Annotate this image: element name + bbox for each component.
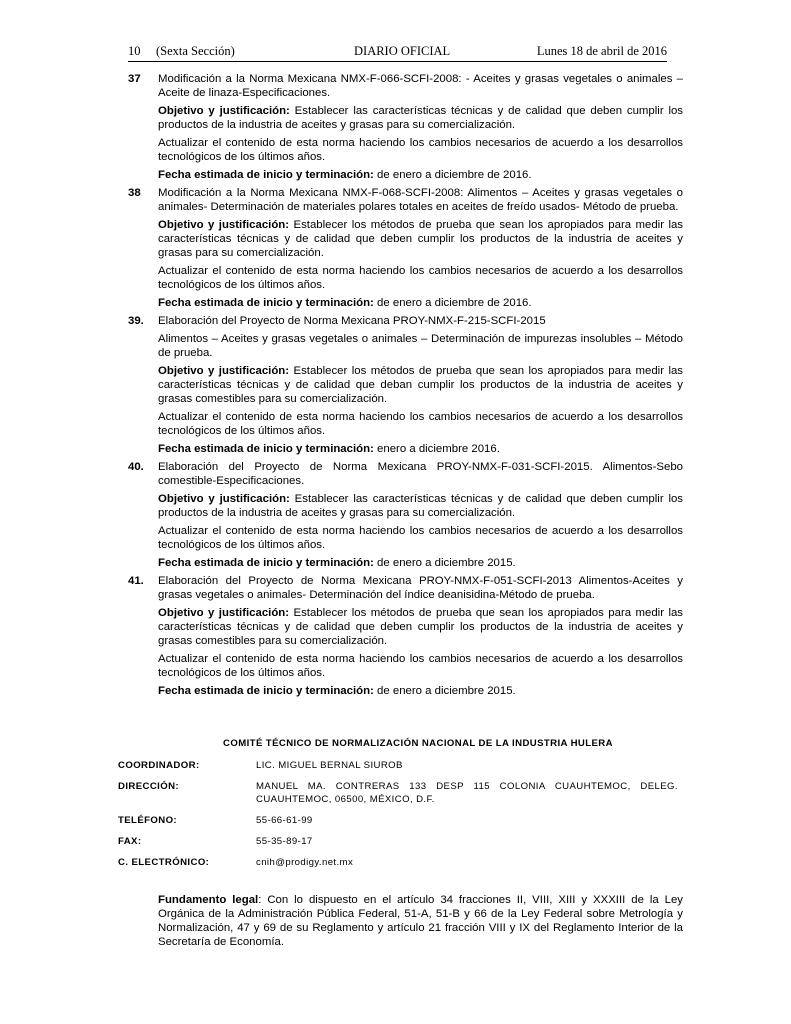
date-text: de enero a diciembre de 2016. [373, 169, 532, 181]
committee-row-fax [118, 835, 678, 848]
address-value: MANUEL MA. CONTRERAS 133 DESP 115 COLONIA CUAUHTEMOC, DELEG. CUAUHTEMOC, 06500, MÉXICO, D.F. [256, 781, 678, 805]
committee-row-email [118, 856, 678, 869]
publication-date: Lunes 18 de abril de 2016 [536, 44, 667, 58]
page-number: 10 [128, 44, 141, 58]
item-update: Actualizar el contenido de esta norma haciendo los cambios necesarios de acuerdo a los desarrollos tecnológicos de los últimos años. [158, 525, 683, 551]
email-label: C. ELECTRÓNICO: [118, 857, 210, 868]
legal-basis-label: Fundamento legal [158, 894, 259, 907]
item-title: Modificación a la Norma Mexicana NMX-F-066-SCFI-2008: - Aceites y grasas vegetales o animales – Aceite de linaza-Especificaciones. [158, 73, 683, 99]
item-objective [158, 364, 683, 406]
committee-row-address [118, 780, 678, 806]
coordinator-label: COORDINADOR: [118, 760, 200, 771]
item-date [158, 684, 683, 698]
norm-item-41 [128, 574, 683, 698]
objective-text: Establecer las características técnicas y de calidad que deben cumplir los productos de la industria de aceites y grasas para su comercialización. [158, 493, 684, 519]
legal-basis-text: : Con lo dispuesto en el artículo 34 fracciones II, VIII, XIII y XXXIII de la Ley Orgánica de la Administración Pública Federal, 51-A, 51-B y 66 de la Ley Federal sobre Metrología y Normalización, 47 y 69 de su Reglamento y artículo 21 fracción VIII y IX del Reglamento Interior de la Secretaría de Economía. [158, 894, 683, 949]
legal-basis-paragraph [158, 893, 683, 949]
objective-text: Establecer los métodos de prueba que sean los apropiados para medir las características técnicas y de calidad que deben cumplir los productos de la industria de aceites y grasas comestibles para su comercialización. [158, 607, 684, 647]
publication-title: DIARIO OFICIAL [354, 44, 451, 58]
item-date [158, 168, 683, 182]
committee-title: COMITÉ TÉCNICO DE NORMALIZACIÓN NACIONAL DE LA INDUSTRIA HULERA [223, 738, 613, 749]
norm-item-38 [128, 186, 683, 310]
date-text: de enero a diciembre 2015. [373, 685, 516, 697]
item-number: 41. [128, 575, 144, 587]
date-label: Fecha estimada de inicio y terminación: [158, 685, 374, 697]
fax-label: FAX: [118, 836, 142, 847]
item-update: Actualizar el contenido de esta norma haciendo los cambios necesarios de acuerdo a los desarrollos tecnológicos de los últimos años. [158, 137, 683, 163]
objective-label: Objetivo y justificación: [158, 607, 290, 619]
date-label: Fecha estimada de inicio y terminación: [158, 443, 374, 455]
item-number: 40. [128, 461, 144, 473]
norm-item-39 [128, 314, 683, 456]
section-label: (Sexta Sección) [156, 44, 235, 58]
objective-label: Objetivo y justificación: [158, 105, 290, 117]
item-title: Elaboración del Proyecto de Norma Mexicana PROY-NMX-F-051-SCFI-2013 Alimentos-Aceites y grasas vegetales o animales- Determinación del índice deanisidina-Método de prueba. [158, 575, 683, 601]
item-objective [158, 218, 683, 260]
norms-list [128, 72, 683, 702]
committee-row-phone [118, 814, 678, 827]
item-subtitle: Alimentos – Aceites y grasas vegetales o animales – Determinación de impurezas insolubles – Método de prueba. [158, 333, 683, 359]
objective-label: Objetivo y justificación: [158, 365, 290, 377]
committee-row-coordinator [118, 759, 678, 772]
item-number: 38 [128, 187, 141, 199]
item-date [158, 556, 683, 570]
header-rule [128, 61, 667, 62]
objective-text: Establecer los métodos de prueba que sean los apropiados para medir las características técnicas y de calidad que deban cumplir los productos de la industria de aceites y grasas comestibles para su comercialización. [158, 365, 684, 405]
item-update: Actualizar el contenido de esta norma haciendo los cambios necesarios de acuerdo a los desarrollos tecnológicos de los últimos años. [158, 653, 683, 679]
item-update: Actualizar el contenido de esta norma haciendo los cambios necesarios de acuerdo a los desarrollos tecnológicos de los últimos años. [158, 265, 683, 291]
item-date [158, 296, 683, 310]
norm-item-37 [128, 72, 683, 182]
objective-text: Establecer las características técnicas y de calidad que deben cumplir los productos de la industria de aceites y grasas para su comercialización. [158, 105, 684, 131]
date-text: de enero a diciembre de 2016. [373, 297, 532, 309]
norm-item-40 [128, 460, 683, 570]
fax-value: 55-35-89-17 [256, 836, 313, 847]
item-update: Actualizar el contenido de esta norma haciendo los cambios necesarios de acuerdo a los desarrollos tecnológicos de los últimos años. [158, 411, 683, 437]
item-number: 39. [128, 315, 144, 327]
item-objective [158, 606, 683, 648]
coordinator-value: LIC. MIGUEL BERNAL SIUROB [256, 760, 403, 771]
item-date [158, 442, 683, 456]
item-title: Elaboración del Proyecto de Norma Mexicana PROY-NMX-F-031-SCFI-2015. Alimentos-Sebo comestible-Especificaciones. [158, 461, 683, 487]
date-label: Fecha estimada de inicio y terminación: [158, 169, 374, 181]
item-title: Elaboración del Proyecto de Norma Mexicana PROY-NMX-F-215-SCFI-2015 [158, 315, 546, 327]
item-title: Modificación a la Norma Mexicana NMX-F-068-SCFI-2008: Alimentos – Aceites y grasas vegetales o animales- Determinación de materiales polares totales en aceites de freído usados- Método de prueba. [158, 187, 683, 213]
date-label: Fecha estimada de inicio y terminación: [158, 297, 374, 309]
page-header [128, 44, 667, 62]
item-objective [158, 104, 683, 132]
phone-label: TELÉFONO: [118, 815, 178, 826]
email-value: cnih@prodigy.net.mx [256, 857, 354, 868]
item-objective [158, 492, 683, 520]
date-text: de enero a diciembre 2015. [373, 557, 516, 569]
date-text: enero a diciembre 2016. [373, 443, 500, 455]
date-label: Fecha estimada de inicio y terminación: [158, 557, 374, 569]
objective-text: Establecer los métodos de prueba que sean los apropiados para medir las características técnicas y de calidad que deben cumplir los productos de la industria de aceites y grasas para su comercialización. [158, 219, 684, 259]
objective-label: Objetivo y justificación: [158, 219, 290, 231]
item-number: 37 [128, 73, 141, 85]
objective-label: Objetivo y justificación: [158, 493, 290, 505]
address-label: DIRECCIÓN: [118, 781, 180, 792]
phone-value: 55-66-61-99 [256, 815, 313, 826]
committee-block [118, 737, 678, 877]
